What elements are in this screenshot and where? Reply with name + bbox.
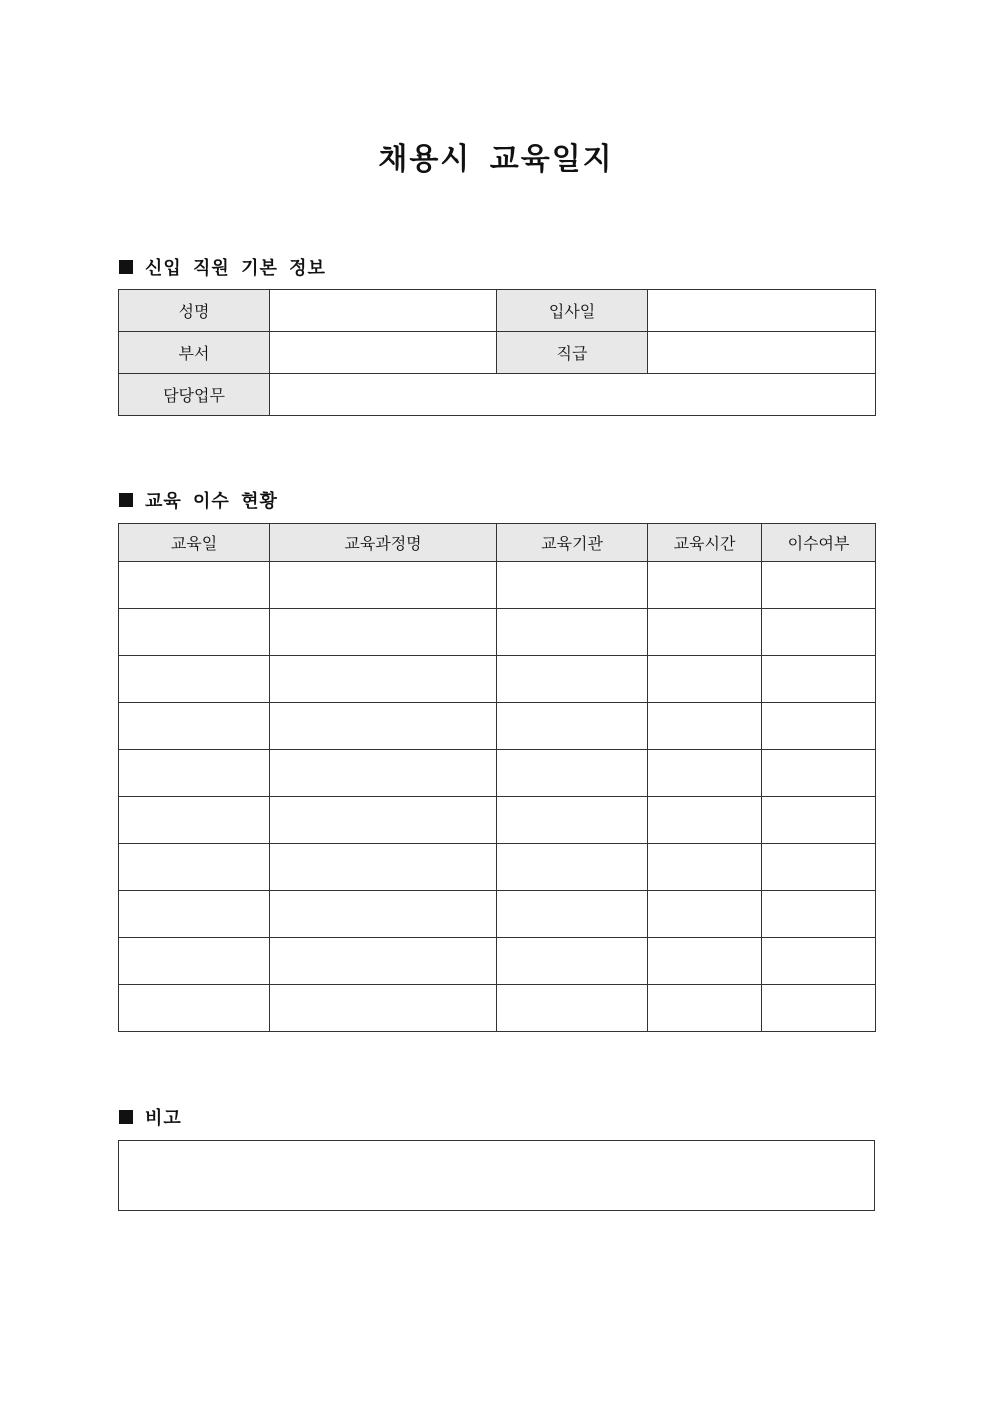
table-cell[interactable] — [762, 656, 876, 703]
table-cell[interactable] — [648, 750, 762, 797]
table-cell[interactable] — [762, 891, 876, 938]
table-cell[interactable] — [270, 797, 497, 844]
section-heading-label: 비고 — [145, 1108, 182, 1129]
table-cell[interactable] — [762, 985, 876, 1032]
black-square-icon — [119, 260, 133, 274]
table-cell[interactable] — [497, 703, 648, 750]
table-cell[interactable] — [119, 562, 270, 609]
table-cell[interactable] — [762, 703, 876, 750]
table-cell[interactable] — [497, 985, 648, 1032]
table-row — [119, 938, 876, 985]
table-row — [119, 797, 876, 844]
table-cell[interactable] — [270, 938, 497, 985]
section-heading-label: 교육 이수 현황 — [145, 491, 278, 512]
table-cell[interactable] — [119, 938, 270, 985]
name-field[interactable] — [270, 290, 497, 332]
table-row — [119, 891, 876, 938]
table-cell[interactable] — [270, 891, 497, 938]
remarks-field[interactable] — [118, 1140, 875, 1211]
column-header-hours: 교육시간 — [648, 524, 762, 562]
section-heading-basic-info — [119, 254, 326, 280]
column-header-completion: 이수여부 — [762, 524, 876, 562]
table-cell[interactable] — [762, 562, 876, 609]
table-cell[interactable] — [119, 844, 270, 891]
table-header-row — [119, 524, 876, 562]
table-cell[interactable] — [119, 609, 270, 656]
table-cell[interactable] — [270, 562, 497, 609]
table-cell[interactable] — [762, 797, 876, 844]
table-cell[interactable] — [648, 938, 762, 985]
table-row — [119, 562, 876, 609]
table-cell[interactable] — [497, 609, 648, 656]
table-cell[interactable] — [648, 985, 762, 1032]
column-header-institution: 교육기관 — [497, 524, 648, 562]
column-header-training-date: 교육일 — [119, 524, 270, 562]
table-cell[interactable] — [497, 797, 648, 844]
table-cell[interactable] — [648, 797, 762, 844]
table-cell[interactable] — [648, 703, 762, 750]
table-row — [119, 374, 876, 416]
table-cell[interactable] — [270, 750, 497, 797]
table-cell[interactable] — [648, 891, 762, 938]
table-row — [119, 609, 876, 656]
table-cell[interactable] — [497, 844, 648, 891]
page-title: 채용시 교육일지 — [378, 142, 614, 177]
basic-info-table — [118, 289, 876, 416]
table-cell[interactable] — [648, 562, 762, 609]
table-cell[interactable] — [270, 656, 497, 703]
table-cell[interactable] — [270, 703, 497, 750]
table-cell[interactable] — [497, 938, 648, 985]
table-cell[interactable] — [119, 656, 270, 703]
table-row — [119, 844, 876, 891]
table-row — [119, 703, 876, 750]
duties-field[interactable] — [270, 374, 876, 416]
table-cell[interactable] — [119, 797, 270, 844]
table-row — [119, 750, 876, 797]
table-cell[interactable] — [762, 609, 876, 656]
table-cell[interactable] — [270, 609, 497, 656]
table-row — [119, 290, 876, 332]
table-cell[interactable] — [270, 985, 497, 1032]
table-cell[interactable] — [119, 985, 270, 1032]
hire-date-label: 입사일 — [497, 290, 648, 332]
section-heading-remarks — [119, 1104, 182, 1130]
table-cell[interactable] — [648, 844, 762, 891]
table-row — [119, 332, 876, 374]
table-row — [119, 656, 876, 703]
table-cell[interactable] — [119, 891, 270, 938]
section-heading-training — [119, 487, 278, 513]
hire-date-field[interactable] — [648, 290, 876, 332]
table-cell[interactable] — [762, 844, 876, 891]
black-square-icon — [119, 493, 133, 507]
table-row — [119, 985, 876, 1032]
table-cell[interactable] — [762, 750, 876, 797]
table-cell[interactable] — [648, 656, 762, 703]
department-field[interactable] — [270, 332, 497, 374]
table-cell[interactable] — [497, 750, 648, 797]
table-cell[interactable] — [497, 891, 648, 938]
duties-label: 담당업무 — [119, 374, 270, 416]
table-cell[interactable] — [119, 750, 270, 797]
table-cell[interactable] — [119, 703, 270, 750]
column-header-course-name: 교육과정명 — [270, 524, 497, 562]
table-cell[interactable] — [762, 938, 876, 985]
table-cell[interactable] — [270, 844, 497, 891]
table-cell[interactable] — [497, 656, 648, 703]
position-field[interactable] — [648, 332, 876, 374]
training-table — [118, 523, 876, 1032]
name-label: 성명 — [119, 290, 270, 332]
table-cell[interactable] — [648, 609, 762, 656]
department-label: 부서 — [119, 332, 270, 374]
table-cell[interactable] — [497, 562, 648, 609]
position-label: 직급 — [497, 332, 648, 374]
black-square-icon — [119, 1110, 133, 1124]
section-heading-label: 신입 직원 기본 정보 — [145, 258, 326, 279]
